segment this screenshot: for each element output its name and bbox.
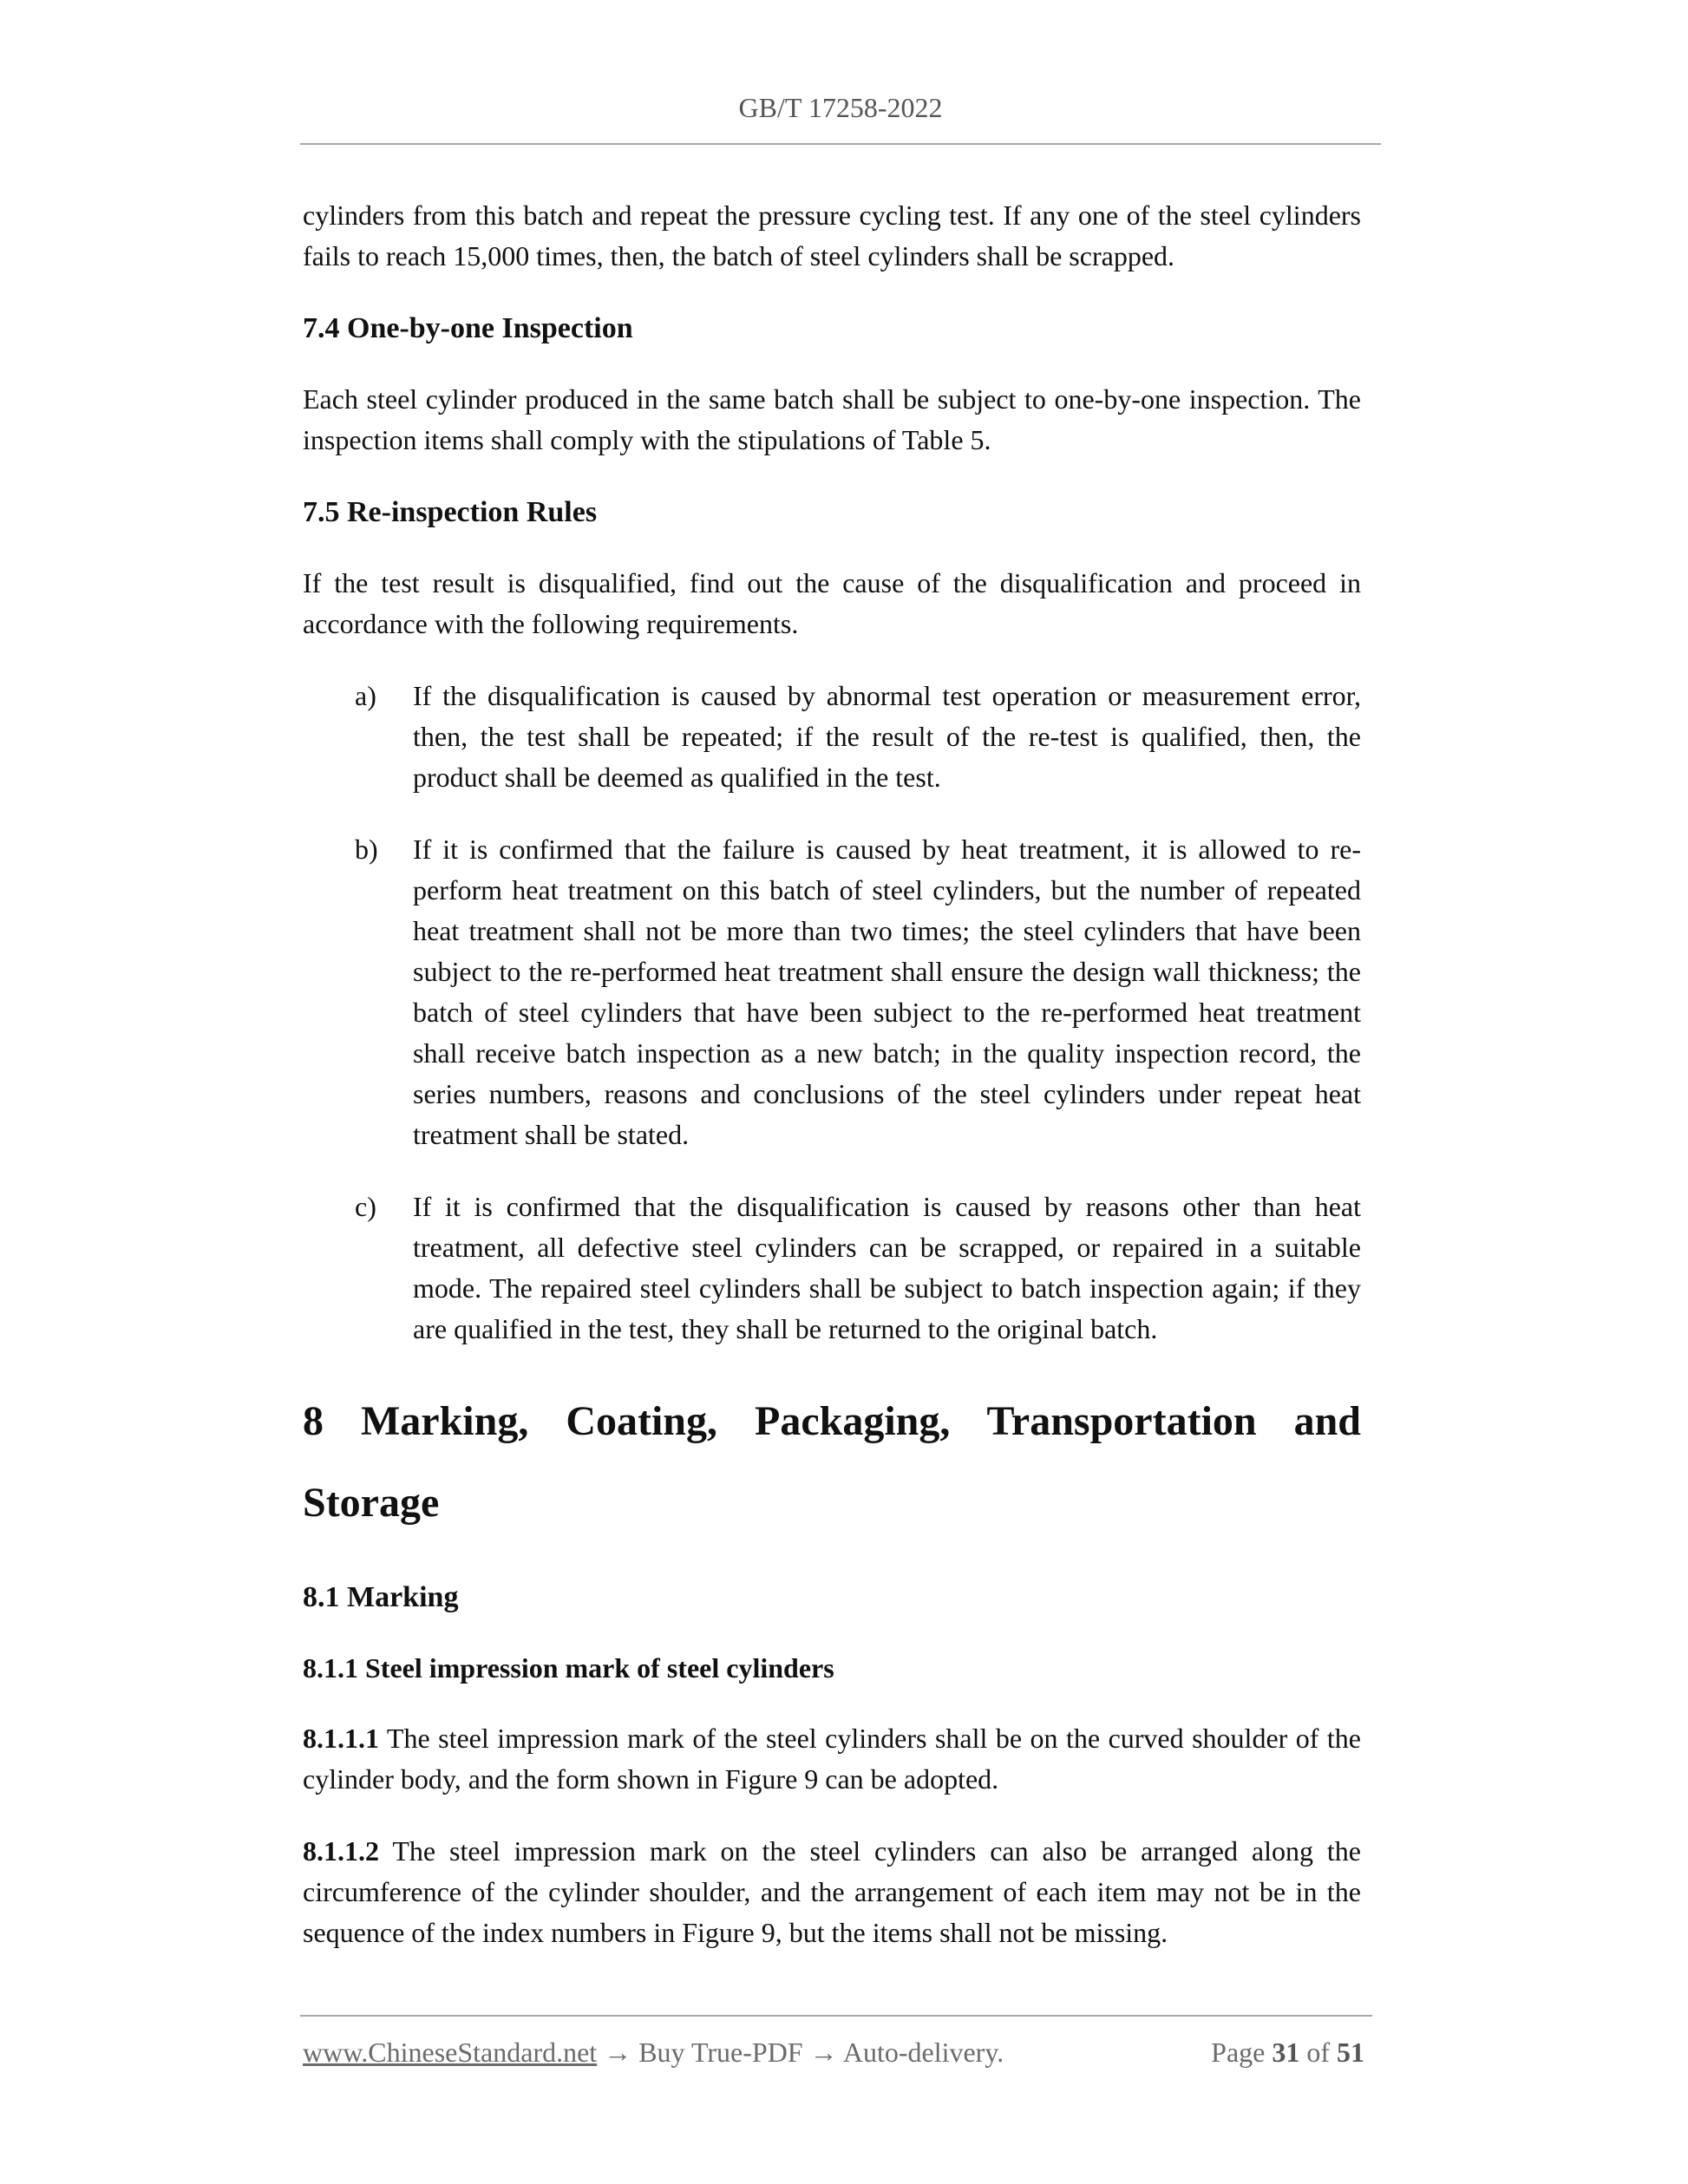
- clause-number: 8.1.1.1: [303, 1723, 379, 1754]
- section-7-5-heading: 7.5 Re-inspection Rules: [303, 496, 598, 528]
- footer-promo: [303, 2035, 1004, 2070]
- list-item-text: If the disqualification is caused by abnormal test operation or measurement error, then, the test shall be repeated; if the result of the re-test is qualified, then, the product shall be deemed as qualified in the test.: [413, 680, 1361, 793]
- clause-text: The steel impression mark on the steel cylinders can also be arranged along the circumference of the cylinder shoulder, and the arrangement of each item may not be in the sequence of the index numbers in Figure 9, but the items shall not be missing.: [303, 1835, 1361, 1948]
- page-prefix: Page: [1211, 2037, 1273, 2068]
- section-8-1-heading: 8.1 Marking: [303, 1581, 459, 1613]
- current-page: 31: [1272, 2037, 1300, 2068]
- website-link[interactable]: www.ChineseStandard.net: [303, 2037, 598, 2068]
- clause-8-1-1-1: [303, 1718, 1361, 1800]
- page-of: of: [1299, 2037, 1337, 2068]
- list-item: [303, 1187, 1361, 1350]
- list-item-text: If it is confirmed that the disqualification is caused by reasons other than heat treatment, all defective steel cylinders can be scrapped, or repaired in a suitable mode. The repaired steel cylinders shall be subject to batch inspection again; if they are qualified in the test, they shall be returned to the original batch.: [413, 1191, 1361, 1344]
- page-content: [303, 195, 1361, 1985]
- total-pages: 51: [1337, 2037, 1364, 2068]
- footer-divider: [300, 2015, 1372, 2017]
- document-header: [300, 90, 1381, 125]
- reinspection-list: [303, 676, 1361, 1350]
- clause-text: The steel impression mark of the steel cylinders shall be on the curved shoulder of the cylinder body, and the form shown in Figure 9 can be adopted.: [303, 1723, 1361, 1795]
- section-7-4-heading: 7.4 One-by-one Inspection: [303, 312, 633, 344]
- promo-text: → Buy True-PDF → Auto-delivery.: [597, 2037, 1004, 2068]
- section-7-5-text: If the test result is disqualified, find out the cause of the disqualification and proceed in accordance with the following requirements.: [303, 567, 1361, 639]
- list-item-label: b): [355, 834, 378, 865]
- list-item: [303, 829, 1361, 1155]
- list-item-text: If it is confirmed that the failure is caused by heat treatment, it is allowed to re-perform heat treatment on this batch of steel cylinders, but the number of repeated heat treatment shall not be more than two times; the steel cylinders that have been subject to the re-performed heat treatment shall ensure the design wall thickness; the batch of steel cylinders that have been subject to the re-performed heat treatment shall receive batch inspection as a new batch; in the quality inspection record, the series numbers, reasons and conclusions of the steel cylinders under repeat heat treatment shall be stated.: [413, 834, 1361, 1150]
- page-number: [1211, 2035, 1364, 2070]
- header-divider: [300, 143, 1381, 145]
- standard-code: GB/T 17258-2022: [738, 92, 943, 123]
- list-item: [303, 676, 1361, 798]
- clause-8-1-1-2: [303, 1831, 1361, 1953]
- clause-number: 8.1.1.2: [303, 1835, 379, 1867]
- list-item-label: a): [355, 680, 376, 711]
- section-7-4-text: Each steel cylinder produced in the same batch shall be subject to one-by-one inspection. The inspection items shall comply with the stipulations of Table 5.: [303, 383, 1361, 455]
- list-item-label: c): [355, 1191, 376, 1222]
- subsection-8-1-1-heading: 8.1.1 Steel impression mark of steel cylinders: [303, 1652, 834, 1684]
- intro-paragraph: cylinders from this batch and repeat the pressure cycling test. If any one of the steel cylinders fails to reach 15,000 times, then, the batch of steel cylinders shall be scrapped.: [303, 199, 1361, 271]
- chapter-8-heading: 8 Marking, Coating, Packaging, Transportation and Storage: [303, 1398, 1361, 1526]
